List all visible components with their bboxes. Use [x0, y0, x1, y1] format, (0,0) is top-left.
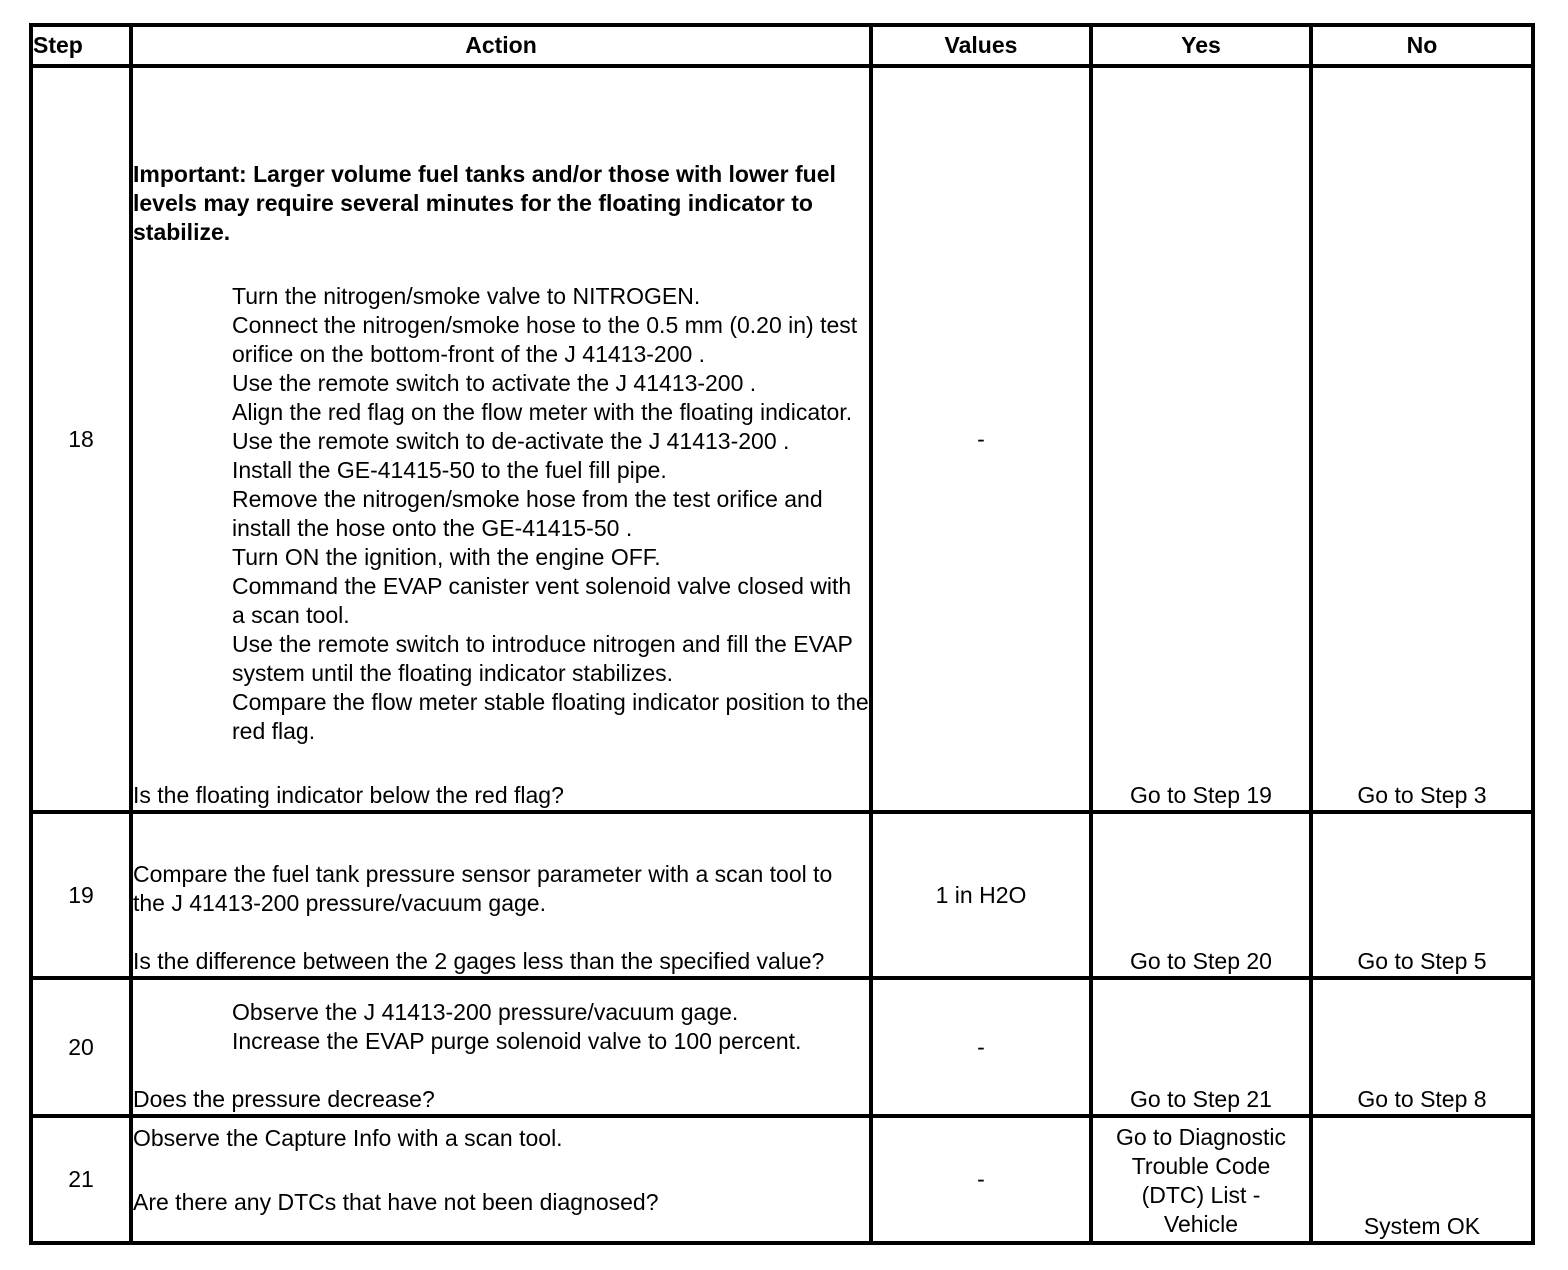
- values-cell: 1 in H2O: [871, 812, 1091, 978]
- diagnostic-table: [29, 23, 1535, 1245]
- instruction-item: Remove the nitrogen/smoke hose from the test orifice and install the hose onto the GE-41415-50 .: [232, 486, 823, 541]
- action-cell: [131, 66, 871, 812]
- no-cell: Go to Step 8: [1311, 978, 1533, 1116]
- step-number: 21: [31, 1116, 131, 1243]
- action-cell: [131, 812, 871, 978]
- intro-text: Observe the Capture Info with a scan tool.: [133, 1125, 563, 1151]
- yes-cell: Go to Step 19: [1091, 66, 1311, 812]
- instruction-item: Increase the EVAP purge solenoid valve to 100 percent.: [232, 1028, 802, 1054]
- table-row-step-20: [31, 978, 1533, 1116]
- important-note: Important: Larger volume fuel tanks and/or those with lower fuel levels may require several minutes for the floating indicator to stabilize.: [133, 161, 836, 245]
- instruction-list: [133, 998, 869, 1056]
- instruction-list: [133, 282, 869, 746]
- header-yes: Yes: [1091, 25, 1311, 66]
- instruction-item: Command the EVAP canister vent solenoid valve closed with a scan tool.: [232, 573, 852, 628]
- instruction-item: Install the GE-41415-50 to the fuel fill pipe.: [232, 457, 667, 483]
- no-cell: Go to Step 5: [1311, 812, 1533, 978]
- no-cell: Go to Step 3: [1311, 66, 1533, 812]
- instruction-item: Compare the flow meter stable floating indicator position to the red flag.: [232, 689, 869, 744]
- header-values: Values: [871, 25, 1091, 66]
- table-row-step-19: [31, 812, 1533, 978]
- values-cell: -: [871, 978, 1091, 1116]
- yes-cell: Go to Step 21: [1091, 978, 1311, 1116]
- step-number: 18: [31, 66, 131, 812]
- action-cell: [131, 1116, 871, 1243]
- question-text: Is the floating indicator below the red flag?: [133, 782, 564, 808]
- instruction-item: Use the remote switch to introduce nitrogen and fill the EVAP system until the floating indicator stabilizes.: [232, 631, 853, 686]
- header-action: Action: [131, 25, 871, 66]
- instruction-item: Connect the nitrogen/smoke hose to the 0.5 mm (0.20 in) test orifice on the bottom-front of the J 41413-200 .: [232, 312, 858, 367]
- question-text: Are there any DTCs that have not been diagnosed?: [133, 1189, 659, 1215]
- step-number: 19: [31, 812, 131, 978]
- table-row-step-21: [31, 1116, 1533, 1243]
- instruction-item: Turn ON the ignition, with the engine OFF.: [232, 544, 661, 570]
- instruction-item: Observe the J 41413-200 pressure/vacuum gage.: [232, 999, 739, 1025]
- header-step: Step: [31, 25, 131, 66]
- question-text: Is the difference between the 2 gages less than the specified value?: [133, 948, 825, 974]
- step-number: 20: [31, 978, 131, 1116]
- no-cell: System OK: [1311, 1116, 1533, 1243]
- values-cell: -: [871, 1116, 1091, 1243]
- header-row: [31, 25, 1533, 66]
- question-text: Does the pressure decrease?: [133, 1086, 435, 1112]
- instruction-item: Use the remote switch to activate the J 41413-200 .: [232, 370, 757, 396]
- instruction-item: Turn the nitrogen/smoke valve to NITROGEN.: [232, 283, 701, 309]
- header-no: No: [1311, 25, 1533, 66]
- yes-cell: Go to Diagnostic Trouble Code (DTC) List - Vehicle: [1091, 1116, 1311, 1243]
- intro-text: Compare the fuel tank pressure sensor parameter with a scan tool to the J 41413-200 pressure/vacuum gage.: [133, 861, 833, 916]
- action-cell: [131, 978, 871, 1116]
- table-row-step-18: [31, 66, 1533, 812]
- instruction-item: Align the red flag on the flow meter with the floating indicator. Use the remote switch to de-activate the J 41413-200 .: [232, 399, 853, 454]
- values-cell: -: [871, 66, 1091, 812]
- yes-cell: Go to Step 20: [1091, 812, 1311, 978]
